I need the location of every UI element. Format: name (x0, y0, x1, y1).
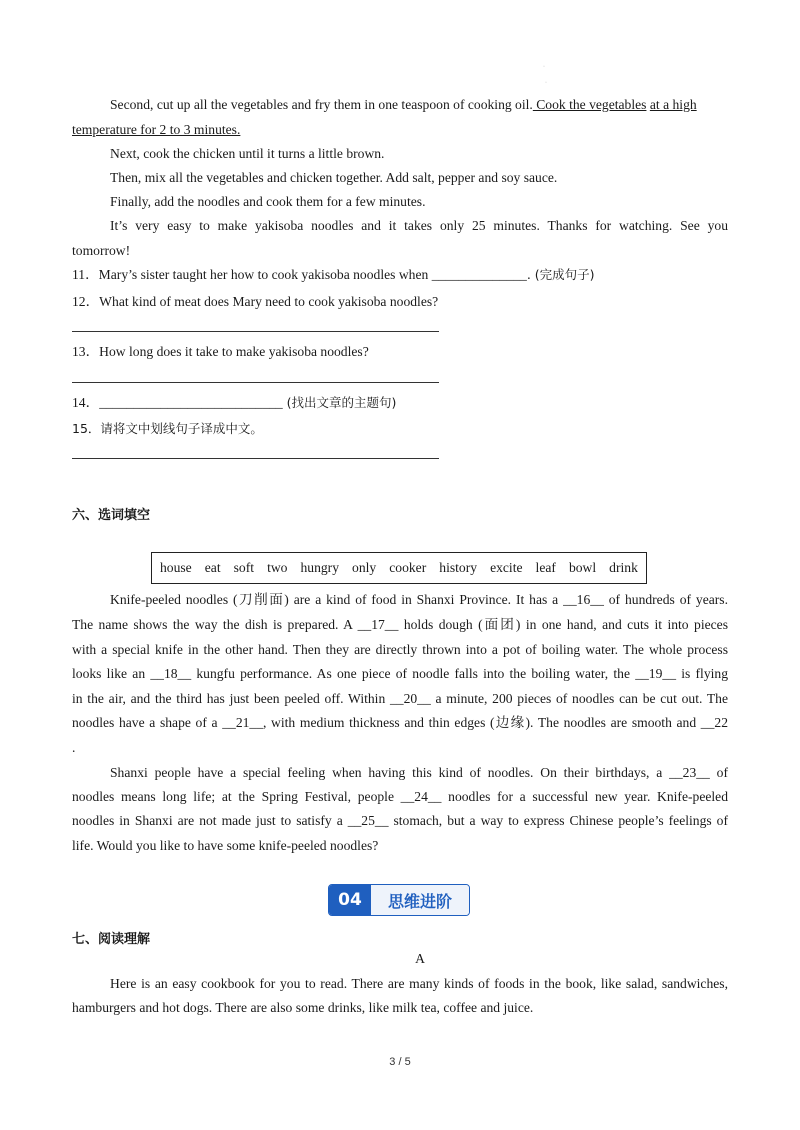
cloze-line: . (72, 740, 76, 755)
word-bank-item: hungry (300, 560, 339, 575)
question-15: 15．请将文中划线句子译成中文。 (72, 421, 263, 436)
passage-line: It’s very easy to make yakisoba noodles and it takes only 25 minutes. Thanks for watching. See you (110, 218, 728, 233)
word-bank-item: leaf (535, 560, 556, 575)
passage-line: Next, cook the chicken until it turns a little brown. (110, 146, 385, 161)
answer-blank[interactable]: ___________________________ (99, 395, 283, 410)
underlined-sentence: Cook the vegetables (532, 97, 647, 112)
badge-number: 04 (329, 885, 371, 915)
passage-line: tomorrow! (72, 243, 131, 258)
underlined-sentence: at a high (649, 97, 697, 112)
section-heading: 七、阅读理解 (72, 932, 151, 947)
question-14 (72, 394, 728, 412)
underlined-sentence: temperature for 2 to 3 minutes. (72, 122, 241, 137)
page-number: 3 / 5 (389, 1056, 411, 1068)
word-bank-item: bowl (568, 560, 597, 575)
scan-dot: · (545, 80, 547, 86)
scan-dot: · (543, 64, 545, 70)
passage-line: Finally, add the noodles and cook them for a few minutes. (110, 194, 426, 209)
cloze-line: noodles in Shanxi are not made just to satisfy a __25__ stomach, but a way to express Chinese people’s feelings of (72, 813, 728, 828)
question-12: 12．What kind of meat does Mary need to cook yakisoba noodles? (72, 294, 439, 309)
word-bank-item: drink (609, 560, 638, 575)
level-badge (328, 884, 470, 916)
passage-line (110, 96, 728, 114)
word-bank-item: excite (490, 560, 523, 575)
word-bank-item: soft (233, 560, 255, 575)
cloze-line: noodles have a shape of a __21__, with medium thickness and thin edges (边缘). The noodles are smooth and __22 (72, 715, 728, 730)
reading-line: Here is an easy cookbook for you to read. There are many kinds of foods in the book, like salad, sandwiches, (110, 976, 728, 991)
word-bank-item: only (352, 560, 377, 575)
question-note: . (完成句子) (526, 267, 595, 282)
passage-label: A (415, 951, 425, 966)
passage-line: Then, mix all the vegetables and chicken together. Add salt, pepper and soy sauce. (110, 170, 558, 185)
word-bank-item: two (267, 560, 288, 575)
question-11 (72, 266, 728, 284)
answer-line[interactable] (72, 331, 439, 332)
cloze-line: noodles means long life; at the Spring Festival, people __24__ noodles for a successful new year. Knife-peeled (72, 789, 728, 804)
word-bank (151, 552, 647, 584)
cloze-line: Shanxi people have a special feeling when having this kind of noodles. On their birthdays, a __23__ of (110, 765, 728, 780)
question-text: 11．Mary’s sister taught her how to cook yakisoba noodles when (72, 267, 429, 282)
reading-line: hamburgers and hot dogs. There are also some drinks, like milk tea, coffee and juice. (72, 1000, 534, 1015)
cloze-line: looks like an __18__ kungfu performance. As one piece of noodle falls into the boiling water, the __19__ is flying (72, 666, 728, 681)
question-13: 13．How long does it take to make yakisoba noodles? (72, 344, 369, 359)
cloze-line: in the air, and the third has just been peeled off. Within __20__ a minute, 200 pieces of noodles can be cut out. The (72, 691, 728, 706)
word-bank-item: house (160, 560, 192, 575)
word-bank-item: history (439, 560, 478, 575)
word-bank-item: cooker (389, 560, 427, 575)
cloze-line: Knife-peeled noodles (刀削面) are a kind of food in Shanxi Province. It has a __16__ of hundreds of years. (110, 592, 728, 607)
badge-label: 思维进阶 (371, 885, 469, 915)
answer-line[interactable] (72, 382, 439, 383)
section-heading: 六、选词填空 (72, 508, 151, 523)
cloze-line: The name shows the way the dish is prepared. A __17__ holds dough (面团) in one hand, and cuts it into pieces (72, 617, 728, 632)
cloze-line: life. Would you like to have some knife-peeled noodles? (72, 838, 379, 853)
question-text: 14． (72, 395, 100, 410)
answer-line[interactable] (72, 458, 439, 459)
word-bank-item: eat (204, 560, 221, 575)
passage-text: Second, cut up all the vegetables and fry them in one teaspoon of cooking oil. (110, 97, 533, 112)
answer-blank[interactable]: ______________ (431, 267, 527, 282)
cloze-line: with a special knife in the other hand. Then they are directly thrown into a pot of boiling water. The whole process (72, 642, 728, 657)
question-note: (找出文章的主题句) (282, 395, 397, 410)
